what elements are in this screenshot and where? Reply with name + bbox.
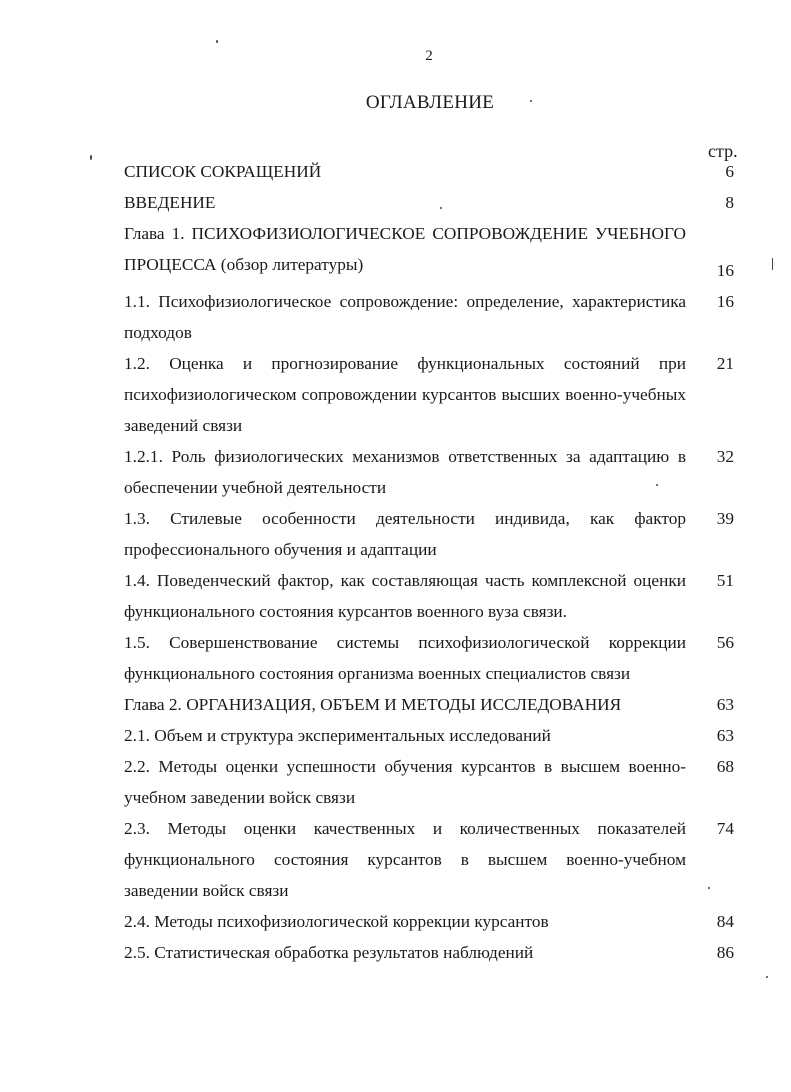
toc-entry-title: 2.2. Методы оценки успешности обучения курсантов в высшем военно-учебном заведении войск связи (124, 757, 686, 807)
toc-entry-page: 32 (716, 447, 734, 466)
toc-entry-title: СПИСОК СОКРАЩЕНИЙ (124, 162, 322, 181)
toc-entry (124, 156, 746, 187)
toc-entry (124, 286, 746, 348)
scan-speck (216, 40, 218, 43)
toc-entry-title: 1.2.1. Роль физиологических механизмов ответственных за адаптацию в обеспечении учебной деятельности (124, 447, 686, 497)
scan-speck (766, 976, 768, 978)
scan-speck (530, 100, 532, 102)
toc-entry-page: 84 (716, 912, 734, 931)
toc-entry-title: 1.3. Стилевые особенности деятельности индивида, как фактор профессионального обучения и адаптации (124, 509, 686, 559)
toc-entry (124, 503, 746, 565)
toc-entry-page: 8 (725, 193, 734, 212)
toc-entry-title: ВВЕДЕНИЕ (124, 193, 216, 212)
toc-entry-page: 63 (716, 726, 734, 745)
toc-entry-title: 1.1. Психофизиологическое сопровождение: определение, характеристика подходов (124, 292, 686, 342)
toc-entry (124, 565, 746, 627)
toc-entry-page: 74 (716, 819, 734, 838)
scan-speck (90, 155, 92, 160)
toc-entry (124, 441, 746, 503)
toc-entry-page: 56 (716, 633, 734, 652)
scan-speck (708, 887, 710, 889)
page-column-label: стр. (708, 141, 738, 161)
toc-entry-title: 2.3. Методы оценки качественных и количественных показателей функционального состояния курсантов в высшем военно-учебном заведении войск связи (124, 819, 686, 900)
toc-entry-page: 39 (716, 509, 734, 528)
toc-entry-title: Глава 1. ПСИХОФИЗИОЛОГИЧЕСКОЕ СОПРОВОЖДЕНИЕ УЧЕБНОГО ПРОЦЕССА (обзор литературы) (124, 224, 686, 274)
toc-entry (124, 751, 746, 813)
toc-entry-title: 1.2. Оценка и прогнозирование функциональных состояний при психофизиологическом сопровождении курсантов высших военно-учебных заведений связи (124, 354, 686, 435)
scan-speck (772, 258, 773, 270)
toc-entry-page: 51 (716, 571, 734, 590)
toc-entry-page: 68 (716, 757, 734, 776)
toc-entry-page: 63 (716, 695, 734, 714)
page-number: 2 (425, 48, 433, 64)
toc-entry-title: 1.5. Совершенствование системы психофизиологической коррекции функционального состояния организма военных специалистов связи (124, 633, 686, 683)
toc-entry-page: 16 (716, 292, 734, 311)
toc-entry-title: Глава 2. ОРГАНИЗАЦИЯ, ОБЪЕМ И МЕТОДЫ ИССЛЕДОВАНИЯ (124, 695, 622, 714)
toc-entry (124, 689, 746, 720)
toc-entry (124, 218, 746, 280)
scan-speck (656, 484, 658, 486)
toc-entry-page: 6 (725, 162, 734, 181)
toc-entry-page: 86 (716, 943, 734, 962)
toc-entry-title: 2.4. Методы психофизиологической коррекции курсантов (124, 912, 549, 931)
toc-entry (124, 906, 746, 937)
scan-speck (440, 207, 442, 209)
toc-entry-title: 1.4. Поведенческий фактор, как составляющая часть комплексной оценки функционального состояния курсантов военного вуза связи. (124, 571, 686, 621)
table-of-contents (124, 156, 746, 968)
toc-entry (124, 348, 746, 441)
toc-entry (124, 937, 746, 968)
page-title: ОГЛАВЛЕНИЕ (365, 92, 495, 113)
toc-entry (124, 813, 746, 906)
toc-entry-title: 2.1. Объем и структура экспериментальных исследований (124, 726, 551, 745)
toc-entry (124, 720, 746, 751)
toc-entry-title: 2.5. Статистическая обработка результатов наблюдений (124, 943, 534, 962)
toc-entry (124, 627, 746, 689)
toc-entry-page: 21 (716, 354, 734, 373)
toc-entry-page: 16 (716, 261, 734, 280)
toc-entry (124, 187, 746, 218)
